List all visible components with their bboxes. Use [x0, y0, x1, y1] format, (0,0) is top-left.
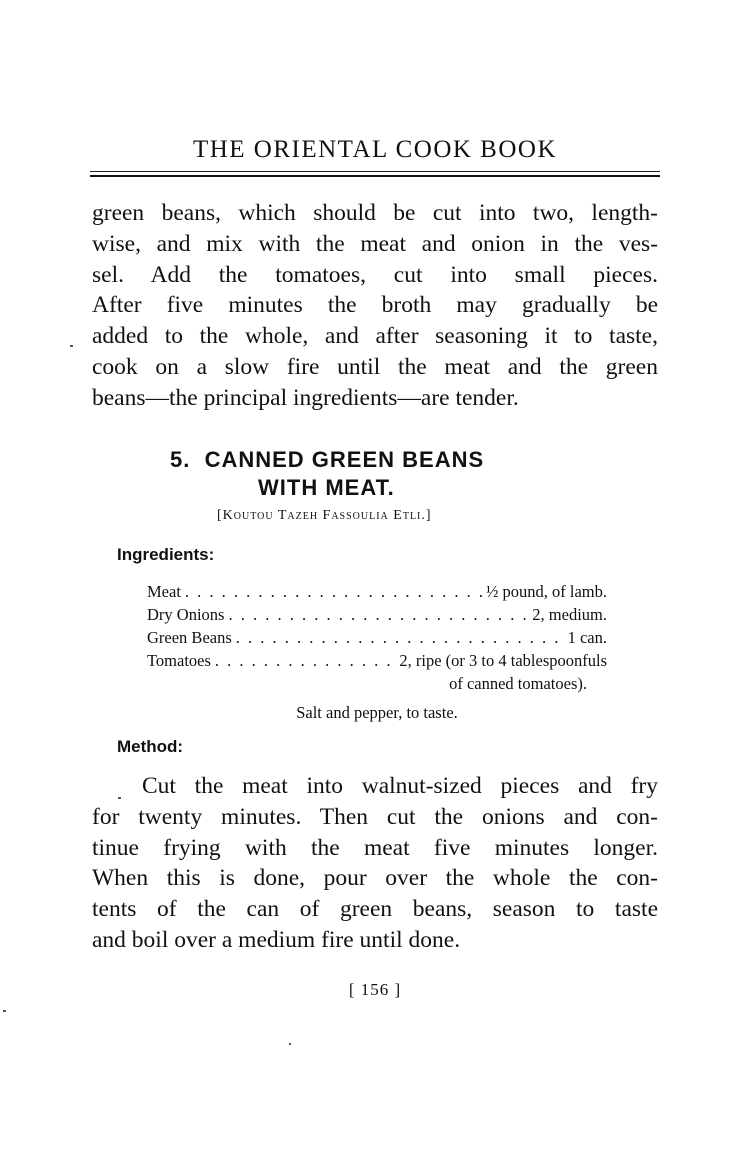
header-rule-thin	[90, 171, 660, 172]
print-speck	[3, 1010, 6, 1012]
running-head: THE ORIENTAL COOK BOOK	[192, 136, 558, 163]
print-speck	[289, 1043, 291, 1045]
recipe-title-line-1: 5. CANNED GREEN BEANS	[170, 447, 485, 472]
ingredient-continuation-text: of canned tomatoes).	[449, 674, 587, 693]
leader-dots	[228, 603, 528, 626]
ingredient-amount: 1 can.	[567, 628, 607, 647]
ingredient-row	[147, 580, 607, 603]
ingredient-amount: 2, medium.	[532, 605, 607, 624]
ingredients-list	[147, 580, 607, 724]
seasoning-line	[147, 701, 607, 724]
text-line: green beans, which should be cut into two, length-	[92, 200, 658, 226]
text-line: added to the whole, and after seasoning it to taste,	[92, 323, 658, 350]
header-rule-thick	[90, 175, 660, 177]
text-line: beans—the principal ingredients—are tender.	[92, 384, 519, 411]
ingredient-amount: ½ pound, of lamb.	[486, 582, 607, 601]
ingredient-amount: 2, ripe (or 3 to 4 tablespoonfuls	[399, 651, 607, 670]
ingredient-name: Tomatoes	[147, 651, 211, 670]
leader-dots	[236, 626, 564, 649]
text-line: cook on a slow fire until the meat and the green	[92, 353, 658, 380]
method-heading: Method:	[117, 737, 184, 756]
ingredient-name: Dry Onions	[147, 605, 225, 624]
method-paragraph	[92, 771, 658, 956]
recipe-title-line-2: WITH MEAT.	[258, 475, 395, 500]
seasoning-text: Salt and pepper, to taste.	[296, 703, 458, 722]
recipe-turkish-name: [Koutou Tazeh Fassoulia Etli.]	[217, 508, 432, 523]
print-speck	[118, 797, 121, 799]
text-line: wise, and mix with the meat and onion in the ves-	[92, 230, 658, 257]
text-line: After five minutes the broth may gradually be	[92, 292, 658, 319]
ingredient-continuation	[147, 672, 607, 695]
ingredient-row	[147, 603, 607, 626]
text-line: tents of the can of green beans, season to taste	[92, 896, 658, 923]
print-speck	[70, 345, 73, 347]
ingredients-heading: Ingredients:	[117, 545, 215, 564]
recipe-title	[170, 446, 590, 502]
ingredient-row	[147, 626, 607, 649]
text-line: tinue frying with the meat five minutes longer.	[92, 834, 658, 861]
text-line: sel. Add the tomatoes, cut into small pieces.	[92, 261, 658, 288]
text-line: for twenty minutes. Then cut the onions and con-	[92, 803, 658, 830]
leader-dots	[185, 580, 482, 603]
text-line: and boil over a medium fire until done.	[92, 926, 461, 953]
text-line: Cut the meat into walnut-sized pieces and fry	[142, 773, 658, 799]
page-number: [ 156 ]	[348, 980, 402, 999]
ingredient-row	[147, 649, 607, 672]
ingredient-name: Meat	[147, 582, 181, 601]
text-line: When this is done, pour over the whole the con-	[92, 865, 658, 892]
body-paragraph	[92, 198, 658, 414]
leader-dots	[215, 649, 395, 672]
ingredient-name: Green Beans	[147, 628, 232, 647]
